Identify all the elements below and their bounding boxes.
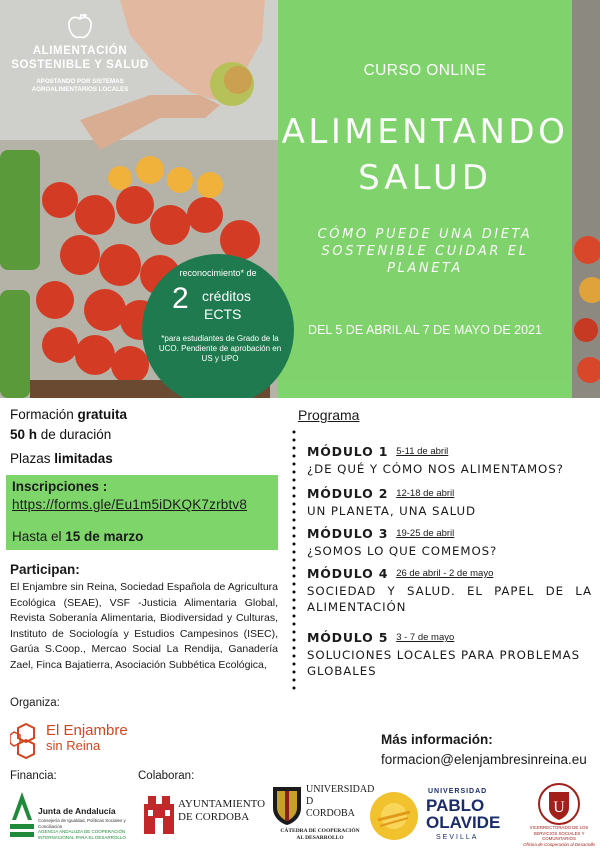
dotted-divider — [292, 428, 296, 692]
junta-andalucia-logo-icon — [8, 790, 36, 842]
ayuntamiento-line2: DE CORDOBA — [178, 811, 250, 823]
module-4-date: 26 de abril - 2 de mayo — [396, 568, 494, 579]
junta-sub — [38, 818, 133, 840]
us-name — [520, 825, 598, 847]
colaboran-label: Colaboran: — [138, 770, 195, 782]
uco-line2: D — [306, 796, 314, 807]
ayuntamiento-crest-icon — [140, 790, 178, 838]
uco-line3: CORDOBA — [306, 808, 355, 819]
plazas-prefix: Plazas — [10, 451, 55, 466]
us-line1: VICERRECTORADO DE LOS SERVICIOS SOCIALES Y COMUNITARIOS — [529, 825, 589, 841]
module-1-name: MÓDULO 1 — [307, 444, 389, 459]
ects-number: 2 — [172, 282, 189, 315]
module-5-date: 3 - 7 de mayo — [396, 632, 455, 643]
module-5 — [307, 627, 592, 679]
module-5-title: SOLUCIONES LOCALES PARA PROBLEMAS GLOBALES — [307, 648, 581, 678]
course-title-line1: ALIMENTANDO — [281, 112, 569, 152]
financia-label: Financia: — [10, 770, 57, 782]
module-3-name: MÓDULO 3 — [307, 526, 389, 541]
uco-shield-icon — [270, 784, 304, 826]
duracion-bold: 50 h — [10, 427, 38, 442]
module-3 — [307, 523, 592, 559]
module-2 — [307, 483, 592, 519]
svg-text:U: U — [553, 799, 565, 816]
upo-line2: OLAVIDE — [426, 813, 501, 832]
programa-label: Programa — [298, 407, 360, 423]
inscripciones-title: Inscripciones : — [12, 479, 108, 494]
module-3-title: ¿SOMOS LO QUE COMEMOS? — [307, 544, 498, 558]
module-1-date: 5-11 de abril — [396, 446, 449, 457]
formacion-line — [10, 407, 127, 422]
hero-banner — [0, 0, 600, 398]
contact-email[interactable]: formacion@elenjambresinreina.eu — [381, 752, 587, 767]
uco-sub — [270, 828, 370, 842]
brand-title-line2: SOSTENIBLE Y SALUD — [11, 59, 149, 71]
module-1 — [307, 441, 592, 477]
brand-logo — [10, 12, 150, 94]
course-dates: DEL 5 DE ABRIL AL 7 DE MAYO DE 2021 — [308, 323, 542, 337]
module-4-name: MÓDULO 4 — [307, 566, 389, 581]
upo-line1: PABLO — [426, 796, 485, 815]
module-4-title: SOCIEDAD Y SALUD. EL PAPEL DE LA ALIMENTACIÓN — [307, 584, 592, 614]
apple-icon — [65, 12, 95, 40]
us-line2: Oficina de Cooperación al Desarrollo — [523, 841, 595, 847]
duracion-line — [10, 427, 111, 442]
brand-sub-line1: APOSTANDO POR SISTEMAS — [36, 78, 124, 85]
formacion-bold: gratuita — [77, 407, 128, 422]
enjambre-logo-line2: sin Reina — [46, 738, 101, 753]
duracion-rest: de duración — [37, 427, 112, 442]
plazas-bold: limitadas — [54, 451, 113, 466]
us-seal-icon — [532, 782, 586, 826]
module-3-date: 19-25 de abril — [396, 528, 455, 539]
course-panel — [278, 0, 572, 398]
inscripciones-deadline — [12, 529, 143, 544]
deadline-prefix: Hasta el — [12, 529, 66, 544]
upo-sun-icon — [368, 790, 420, 842]
course-subtitle: CÓMO PUEDE UNA DIETA SOSTENIBLE CUIDAR EL PLANETA — [317, 227, 533, 276]
contact-label: Más información: — [381, 732, 493, 747]
participan-label: Participan: — [10, 562, 80, 577]
enjambre-logo-line1: El Enjambre — [46, 722, 128, 739]
course-title-line2: SALUD — [358, 158, 492, 198]
organiza-label: Organiza: — [10, 697, 60, 709]
uco-line1: UNIVERSIDAD — [306, 784, 375, 795]
uco-name — [306, 784, 374, 820]
ects-note: *para estudiantes de Grado de la UCO. Pendiente de aprobación en US y UPO — [158, 334, 282, 363]
uco-sub2: AL DESARROLLO — [296, 835, 344, 841]
ects-label: ECTS — [204, 306, 242, 322]
ayuntamiento-name — [178, 798, 265, 824]
ects-creditos: créditos — [202, 288, 252, 304]
ayuntamiento-line1: AYUNTAMIENTO — [178, 798, 266, 810]
upo-top: UNIVERSIDAD — [428, 788, 488, 795]
module-4 — [307, 563, 592, 615]
junta-sub1: Consejería de Igualdad, Políticas Sociales y Conciliación — [38, 818, 126, 829]
plazas-line — [10, 451, 113, 466]
module-2-title: UN PLANETA, UNA SALUD — [307, 504, 477, 518]
junta-name: Junta de Andalucía — [38, 806, 116, 816]
uco-sub1: CÁTEDRA DE COOPERACIÓN — [280, 828, 360, 834]
participan-text: El Enjambre sin Reina, Sociedad Española de Agricultura Ecológica (SEAE), VSF -Justicia Alimentaria Global, Revista Soberanía Alimentaria, Biodiversidad y Culturas, Instituto de Sociología y Estudios Campesinos (ISEC), Garúa S.Coop., Mercao Social La Rendija, Ganadería Zael, Finca Bajatierra, Asociación Subbética Ecológica, — [10, 581, 278, 671]
brand-title-line1: ALIMENTACIÓN — [32, 45, 128, 57]
module-2-name: MÓDULO 2 — [307, 486, 389, 501]
upo-bottom: SEVILLA — [436, 834, 479, 841]
formacion-prefix: Formación — [10, 407, 78, 422]
ects-badge — [142, 254, 294, 398]
inscripciones-box — [6, 475, 278, 550]
module-2-date: 12-18 de abril — [396, 488, 455, 499]
brand-sub-line2: AGROALIMENTARIOS LOCALES — [31, 86, 129, 93]
upo-name — [426, 797, 500, 831]
ects-recognition: reconocimiento* de — [179, 268, 257, 278]
module-5-name: MÓDULO 5 — [307, 630, 389, 645]
junta-sub2: AGENCIA ANDALUZA DE COOPERACIÓN INTERNACIONAL PARA EL DESARROLLO — [38, 829, 126, 840]
module-1-title: ¿DE QUÉ Y CÓMO NOS ALIMENTAMOS? — [307, 462, 564, 476]
inscripciones-link[interactable]: https://forms.gle/Eu1m5iDKQK7zrbtv8 — [12, 497, 248, 512]
course-type: CURSO ONLINE — [363, 62, 487, 79]
deadline-date: 15 de marzo — [65, 529, 144, 544]
